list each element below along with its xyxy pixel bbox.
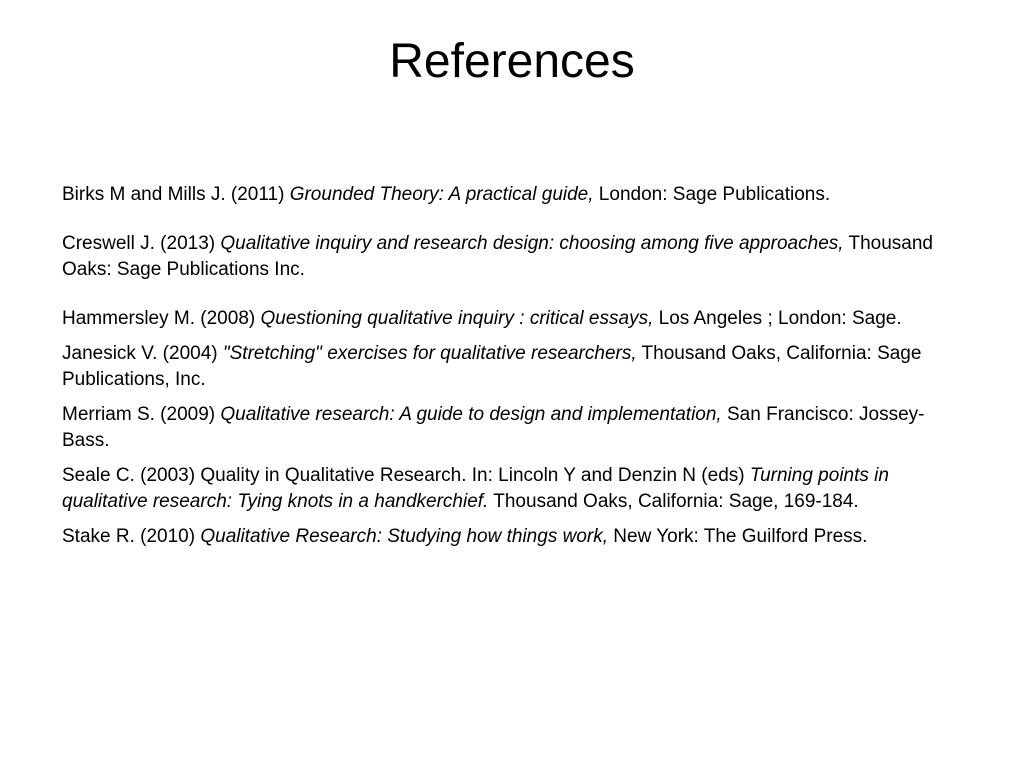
reference-title: "Stretching" exercises for qualitative researchers, [222, 343, 637, 364]
reference-item [62, 306, 962, 332]
reference-title: Grounded Theory: A practical guide, [289, 184, 594, 205]
reference-item [62, 182, 962, 208]
reference-publisher: Thousand Oaks: Sage Publications Inc. [62, 233, 933, 280]
reference-title: Turning points in qualitative research: Tying knots in a handkerchief. [62, 465, 889, 512]
reference-publisher: Los Angeles ; London: Sage. [653, 308, 902, 329]
reference-publisher: London: Sage Publications. [593, 184, 831, 205]
reference-text: Seale C. (2003) Quality in Qualitative Research. In: Lincoln Y and Denzin N (eds) [62, 465, 750, 486]
reference-title: Qualitative inquiry and research design: choosing among five approaches, [220, 233, 844, 254]
reference-publisher: Thousand Oaks, California: Sage Publications, Inc. [62, 343, 922, 390]
reference-publisher: San Francisco: Jossey-Bass. [62, 404, 925, 451]
reference-text: Merriam S. (2009) [62, 404, 221, 425]
reference-item [62, 341, 962, 393]
reference-item [62, 524, 962, 550]
reference-item [62, 402, 962, 454]
reference-text: Hammersley M. (2008) [62, 308, 261, 329]
reference-text: Birks M and Mills J. (2011) [62, 184, 290, 205]
reference-text: Stake R. (2010) [62, 526, 201, 547]
reference-title: Qualitative Research: Studying how things work, [200, 526, 608, 547]
reference-item [62, 463, 962, 515]
reference-list [62, 182, 962, 550]
reference-title: Questioning qualitative inquiry : critical essays, [260, 308, 654, 329]
reference-item [62, 231, 962, 283]
reference-publisher: New York: The Guilford Press. [608, 526, 868, 547]
reference-text: Janesick V. (2004) [62, 343, 223, 364]
reference-title: Qualitative research: A guide to design and implementation, [220, 404, 722, 425]
reference-text: Creswell J. (2013) [62, 233, 221, 254]
slide-title: References [389, 35, 635, 88]
reference-publisher: Thousand Oaks, California: Sage, 169-184. [488, 491, 859, 512]
